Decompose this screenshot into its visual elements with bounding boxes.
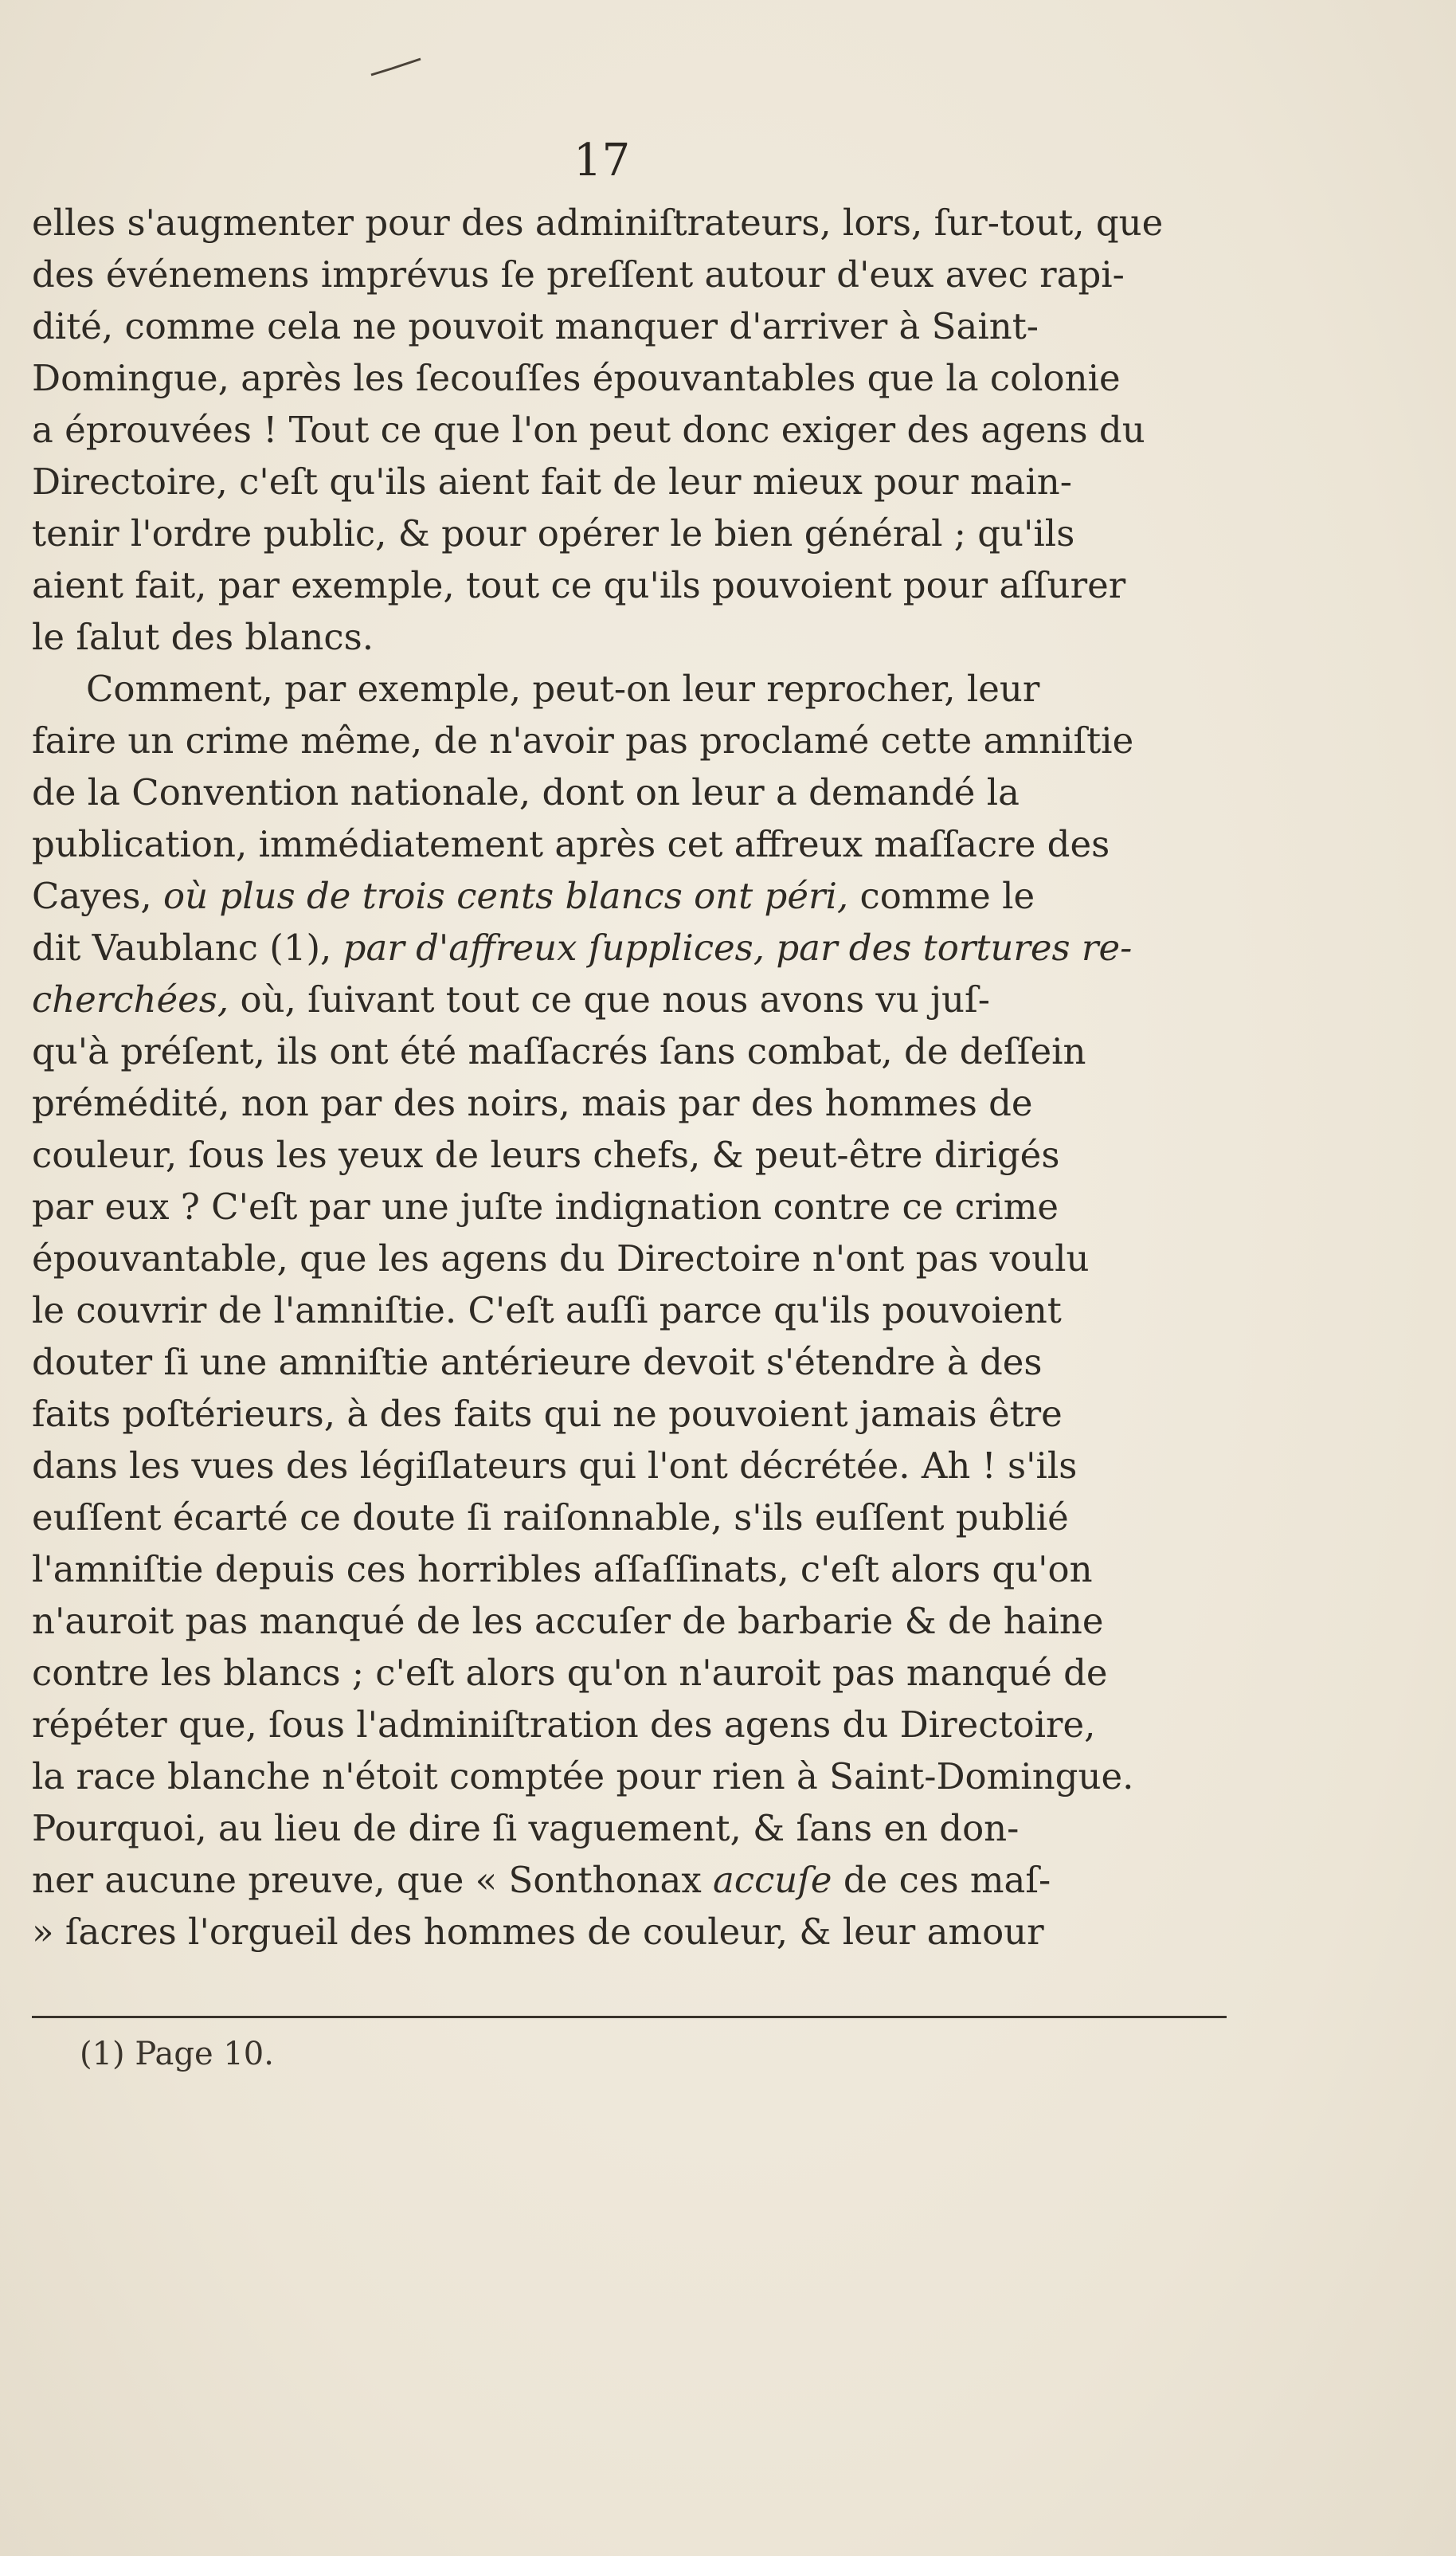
- text-line: [32, 1235, 1274, 1283]
- text-line: [32, 1805, 1274, 1852]
- text-line: [32, 199, 1274, 247]
- text-line: [32, 872, 1274, 920]
- line-text: prémédité, non par des noirs, mais par des hommes de: [32, 1082, 1033, 1124]
- line-text: Pourquoi, au lieu de dire ſi vaguement, & ſans en don-: [32, 1807, 1020, 1849]
- line-text: douter ſi une amniſtie antérieure devoit s'étendre à des: [32, 1341, 1043, 1383]
- text-line: [32, 1494, 1274, 1542]
- line-text: par eux ? C'eſt par une juſte indignation contre ce crime: [32, 1186, 1059, 1228]
- footnote: (1) Page 10.: [80, 2036, 274, 2072]
- text-line: [32, 1442, 1274, 1490]
- text-line: [32, 1287, 1274, 1335]
- text-line: [32, 1028, 1274, 1076]
- line-italic-text: accuſe: [713, 1859, 832, 1901]
- text-line: [32, 1856, 1274, 1904]
- text-line: [32, 614, 1274, 661]
- text-line: [32, 1339, 1274, 1386]
- text-line: [32, 355, 1274, 402]
- text-line: [32, 1080, 1274, 1127]
- line-text: contre les blancs ; c'eſt alors qu'on n'auroit pas manqué de: [32, 1652, 1108, 1694]
- text-line: [32, 1131, 1274, 1179]
- line-italic-text: où plus de trois cents blancs ont péri,: [163, 875, 849, 917]
- line-text: Directoire, c'eſt qu'ils aient fait de leur mieux pour main-: [32, 461, 1072, 503]
- text-line: [32, 251, 1274, 299]
- line-text-after: où, ſuivant tout ce que nous avons vu juſ-: [229, 978, 990, 1021]
- text-line: [32, 1753, 1274, 1801]
- line-text: des événemens imprévus ſe preſſent autour d'eux avec rapi-: [32, 253, 1125, 296]
- line-italic-text: par d'affreux ſupplices, par des tortures re-: [342, 927, 1133, 969]
- line-text: n'auroit pas manqué de les accuſer de barbarie & de haine: [32, 1600, 1104, 1642]
- text-line: [86, 665, 1274, 713]
- text-line: [32, 510, 1274, 558]
- text-line: [32, 1701, 1274, 1749]
- line-text: de la Convention nationale, dont on leur a demandé la: [32, 771, 1020, 813]
- text-line: [32, 1390, 1274, 1438]
- line-text: l'amniſtie depuis ces horribles aſſaſſinats, c'eſt alors qu'on: [32, 1548, 1093, 1590]
- line-text: Domingue, après les ſecouſſes épouvantables que la colonie: [32, 357, 1121, 399]
- text-line: [32, 406, 1274, 454]
- line-text: Cayes,: [32, 875, 164, 917]
- line-text: ner aucune preuve, que « Sonthonax: [32, 1859, 714, 1901]
- line-text-after: comme le: [848, 875, 1035, 917]
- text-line: [32, 1649, 1274, 1697]
- line-text: » ſacres l'orgueil des hommes de couleur, & leur amour: [32, 1911, 1044, 1953]
- text-line: [32, 458, 1274, 506]
- line-text: euſſent écarté ce doute ſi raiſonnable, s'ils euſſent publié: [32, 1496, 1069, 1539]
- line-text: le ſalut des blancs.: [32, 616, 374, 658]
- line-text: répéter que, ſous l'adminiſtration des agens du Directoire,: [32, 1703, 1096, 1746]
- line-text: publication, immédiatement après cet affreux maſſacre des: [32, 823, 1110, 865]
- text-line: [32, 1908, 1274, 1956]
- line-text: elles s'augmenter pour des adminiſtrateurs, lors, ſur-tout, que: [32, 202, 1164, 244]
- text-line: [32, 821, 1274, 868]
- text-line: [32, 717, 1274, 765]
- line-text: dité, comme cela ne pouvoit manquer d'arriver à Saint-: [32, 305, 1039, 347]
- line-text: dit Vaublanc (1),: [32, 927, 343, 969]
- line-text: faire un crime même, de n'avoir pas proclamé cette amniſtie: [32, 719, 1134, 762]
- line-text: Comment, par exemple, peut-on leur reprocher, leur: [86, 668, 1040, 710]
- line-text: qu'à préſent, ils ont été maſſacrés ſans combat, de deſſein: [32, 1030, 1086, 1072]
- line-text: la race blanche n'étoit comptée pour rien à Saint-Domingue.: [32, 1755, 1134, 1797]
- footnote-rule: [32, 2016, 1227, 2018]
- line-italic-text: cherchées,: [32, 978, 229, 1021]
- line-text: le couvrir de l'amniſtie. C'eſt auſſi parce qu'ils pouvoient: [32, 1289, 1062, 1331]
- line-text: couleur, ſous les yeux de leurs chefs, & peut-être dirigés: [32, 1134, 1060, 1176]
- page-number: 17: [573, 135, 631, 186]
- text-line: [32, 562, 1274, 610]
- line-text: faits poſtérieurs, à des faits qui ne pouvoient jamais être: [32, 1393, 1063, 1435]
- text-line: [32, 1598, 1274, 1645]
- line-text: dans les vues des légiſlateurs qui l'ont décrétée. Ah ! s'ils: [32, 1445, 1078, 1487]
- text-line: [32, 303, 1274, 351]
- text-line: [32, 1546, 1274, 1594]
- line-text: épouvantable, que les agens du Directoire n'ont pas voulu: [32, 1237, 1090, 1280]
- line-text: aient fait, par exemple, tout ce qu'ils pouvoient pour aſſurer: [32, 564, 1126, 606]
- line-text: a éprouvées ! Tout ce que l'on peut donc exiger des agens du: [32, 409, 1145, 451]
- line-text: tenir l'ordre public, & pour opérer le bien général ; qu'ils: [32, 512, 1075, 555]
- text-line: [32, 1183, 1274, 1231]
- text-line: [32, 924, 1274, 972]
- line-text-after: de ces maſ-: [832, 1859, 1051, 1901]
- text-line: [32, 976, 1274, 1024]
- text-line: [32, 769, 1274, 817]
